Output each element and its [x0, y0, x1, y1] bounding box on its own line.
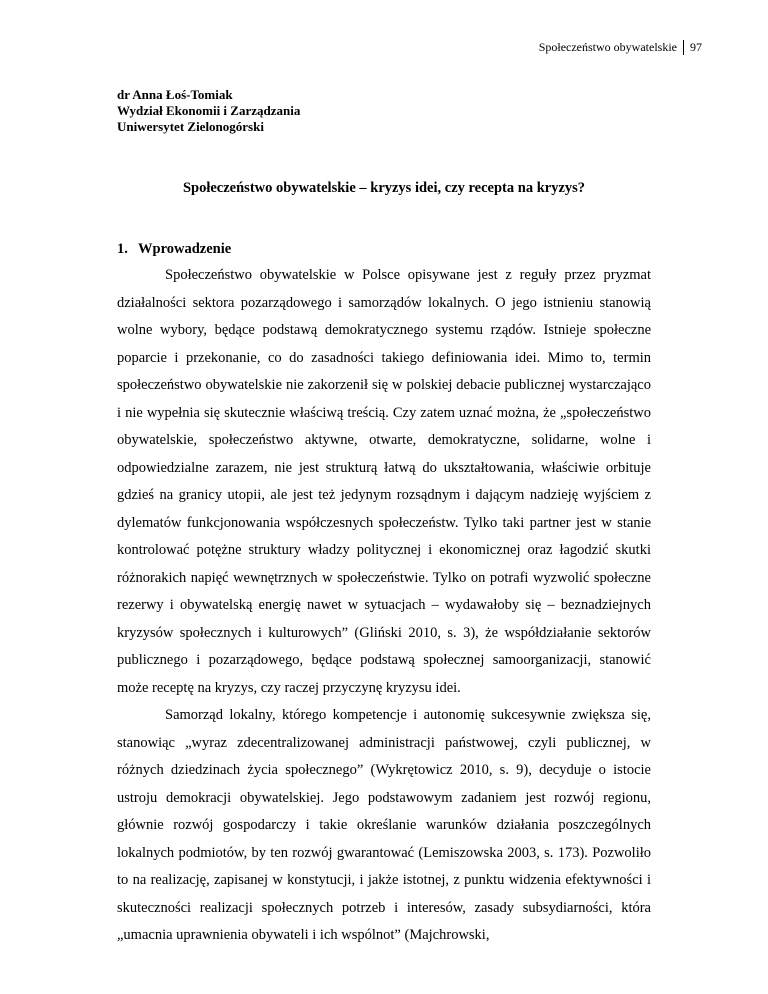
- section-title: Wprowadzenie: [138, 241, 232, 257]
- running-title: Społeczeństwo obywatelskie: [538, 40, 677, 54]
- header-divider: [683, 40, 684, 55]
- section-number: 1.: [117, 241, 128, 257]
- section-heading: [117, 240, 231, 258]
- page-number: 97: [690, 40, 702, 54]
- paragraph: Społeczeństwo obywatelskie w Polsce opisywane jest z reguły przez pryzmat działalności sektora pozarządowego i samorządów lokalnych. O jego istnieniu stanowią wolne wybory, będące podstawą demokratycznego systemu rządów. Istnieje społeczne poparcie i przekonanie, co do zasadności takiego definiowania idei. Mimo to, termin społeczeństwo obywatelskie nie zakorzenił się w polskiej debacie publicznej wystarczająco i nie wypełnia się skutecznie właściwą treścią. Czy zatem uznać można, że „społeczeństwo obywatelskie, społeczeństwo aktywne, otwarte, demokratyczne, solidarne, wolne i odpowiedzialne zarazem, nie jest strukturą łatwą do ukształtowania, właściwie orbituje gdzieś na granicy utopii, ale jest też jedynym rozsądnym i dającym nadzieję wyjściem z dylematów funkcjonowania współczesnych społeczeństw. Tylko taki partner jest w stanie kontrolować potężne struktury władzy politycznej i ekonomicznej oraz łagodzić skutki różnorakich napięć wewnętrznych w społeczeństwie. Tylko on potrafi wyzwolić społeczne rezerwy i obywatelską energię nawet w sytuacjach – wydawałoby się – beznadziejnych kryzysów społecznych i kulturowych” (Gliński 2010, s. 3), że współdziałanie sektorów publicznego i pozarządowego, będące podstawą społecznej samoorganizacji, stanowić może receptę na kryzys, czy raczej przyczynę kryzysu idei.: [117, 267, 651, 696]
- author-faculty: Wydział Ekonomii i Zarządzania: [117, 103, 301, 118]
- body-text: [117, 262, 651, 950]
- author-name: dr Anna Łoś-Tomiak: [117, 87, 233, 102]
- author-university: Uniwersytet Zielonogórski: [117, 119, 264, 134]
- article-title: Społeczeństwo obywatelskie – kryzys idei, czy recepta na kryzys?: [182, 180, 586, 196]
- author-block: [117, 87, 300, 135]
- running-header: [539, 39, 702, 55]
- paragraph: Samorząd lokalny, którego kompetencje i autonomię sukcesywnie zwiększa się, stanowiąc „wyraz zdecentralizowanej administracji państwowej, czyli publicznej, w różnych dziedzinach życia społecznego” (Wykrętowicz 2010, s. 9), decyduje o istocie ustroju demokracji obywatelskiej. Jego podstawowym zadaniem jest rozwój regionu, głównie rozwój gospodarczy i takie określanie warunków działania poszczególnych lokalnych podmiotów, by ten rozwój gwarantować (Lemiszowska 2003, s. 173). Pozwoliło to na realizację, zapisanej w konstytucji, i jakże istotnej, z punktu widzenia efektywności i skuteczności realizacji społecznych potrzeb i interesów, zasady subsydiarności, która „umacnia uprawnienia obywateli i ich wspólnot” (Majchrowski,: [117, 707, 651, 943]
